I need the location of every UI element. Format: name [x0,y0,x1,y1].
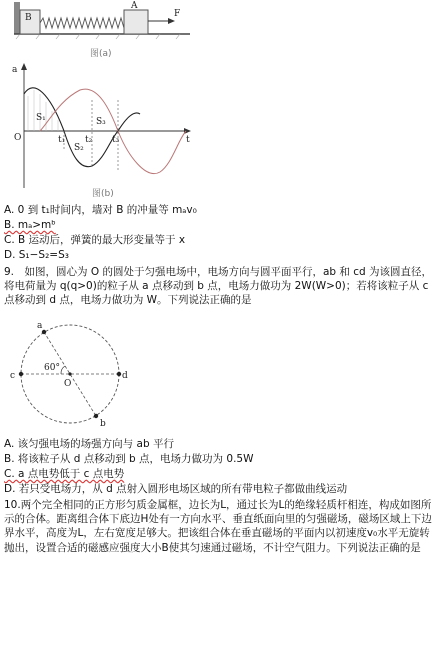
q9-option-a: A. 该匀强电场的场强方向与 ab 平行 [4,438,174,450]
figure-b [0,60,200,200]
spring [40,18,130,28]
force-label: F [174,9,181,19]
area-s1-label: S₁ [36,113,46,123]
point-b-label: b [100,419,106,429]
q8-option-d: D. S₁−S₂=S₃ [4,249,69,261]
q9-stem: 9. 如图，圆心为 O 的圆处于匀强电场中，电场方向与圆平面平行，ab 和 cd 为该圆直径，将电荷量为 q(q>0)的粒子从 a 点移动到 b 点，电场力做功为 2W(W>0)；若将该粒子从 c 点移动到 d 点，电场力做功为 W。下列说法正确的是 [4,266,433,307]
center-o-label: O [64,379,72,389]
point-c-label: c [10,371,16,381]
tick-t2: t₂ [85,135,93,145]
axis-t-label: t [186,135,190,145]
q9-option-d: D. 若只受电场力，从 d 点射入圆形电场区域的所有带电粒子都做曲线运动 [4,483,348,495]
curve-a [24,88,140,167]
circle-figure [0,318,130,430]
block-b-label: B [25,13,32,23]
axis-a-label: a [12,65,18,75]
q8-option-c: C. B 运动后，弹簧的最大形变量等于 x [4,234,186,246]
q9-option-b: B. 将该粒子从 d 点移动到 b 点，电场力做功为 0.5W [4,453,254,465]
area-s2-label: S₂ [74,143,84,153]
point-a-label: a [37,321,43,331]
q8-option-b: B. mₐ>mᵇ [4,219,56,231]
q9-option-c: C. a 点电势低于 c 点电势 [4,468,125,480]
tick-t1: t₁ [58,135,66,145]
origin-label: O [14,133,22,143]
block-a-label: A [131,1,138,11]
angle-label: 60° [44,363,60,373]
point-d-label: d [122,371,128,381]
block-a [124,10,148,34]
figure-a [0,0,200,60]
area-s3-label: S₃ [96,117,106,127]
figure-a-caption: 图(a) [90,49,112,59]
tick-t3: t₃ [112,135,120,145]
figure-b-caption: 图(b) [92,189,114,199]
q10-stem: 10.两个完全相同的正方形匀质金属框，边长为L，通过长为L的绝缘轻质杆相连，构成如图所示的合体。距离组合体下底边H处有一方向水平、垂直纸面向里的匀强磁场，磁场区域上下边界水平，高度为L，左右宽度足够大。把该组合体在垂直磁场的平面内以初速度v₀水平无旋转抛出，设置合适的磁感应强度大小B使其匀速通过磁场，不计空气阻力。下列说法正确的是 [4,499,432,554]
q8-option-a: A. 0 到 t₁时间内，墙对 B 的冲量等 mₐv₀ [4,204,197,216]
